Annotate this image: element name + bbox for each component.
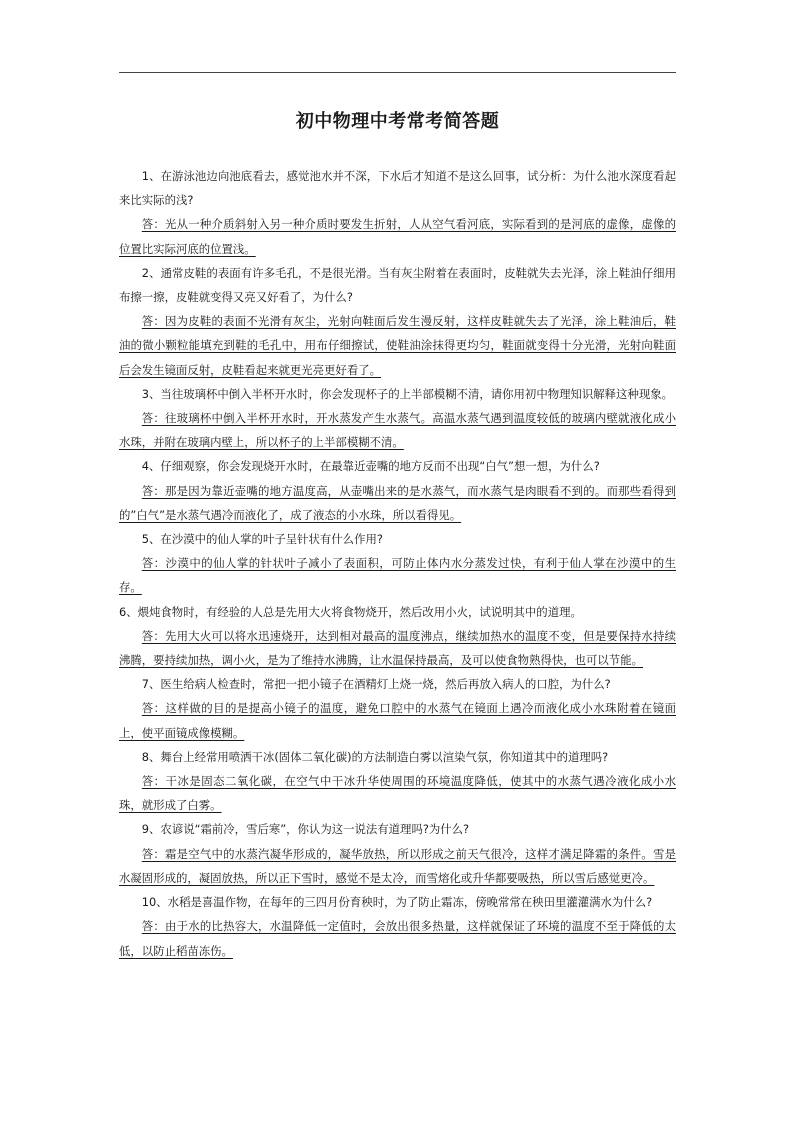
- question-9: 9、农谚说“霜前冷，雪后寒”，你认为这一说法有道理吗?为什么?: [141, 822, 470, 837]
- question-8: 8、舞台上经常用喷洒干冰(固体二氧化碳)的方法制造白雾以渲染气氛，你知道其中的道理吗?: [141, 749, 609, 764]
- answer-9: 答：霜是空气中的水蒸汽凝华形成的，凝华放热，所以形成之前天气很冷，这样才满足降霜的条件。雪是水凝固形成的，凝固放热，所以正下雪时，感觉不是太冷，而雪熔化或升华都要吸热，所以雪后感觉更冷。: [119, 846, 676, 885]
- answer-5: 答：沙漠中的仙人掌的针状叶子减小了表面积，可防止体内水分蒸发过快，有利于仙人掌在沙漠中的生存。: [119, 556, 676, 595]
- question-4: 4、仔细观察，你会发现烧开水时，在最靠近壶嘴的地方反而不出现“白气”想一想，为什么?: [141, 459, 600, 474]
- answer-1: 答：光从一种介质斜射入另一种介质时要发生折射，人从空气看河底，实际看到的是河底的虚像，虚像的位置比实际河底的位置浅。: [119, 217, 676, 256]
- answer-3: 答：往玻璃杯中倒入半杯开水时，开水蒸发产生水蒸气。高温水蒸气遇到温度较低的玻璃内壁就液化成小水珠，并附在玻璃内壁上，所以杯子的上半部模糊不清。: [119, 411, 676, 450]
- answer-7: 答：这样做的目的是提高小镜子的温度，避免口腔中的水蒸气在镜面上遇冷而液化成小水珠附着在镜面上，使平面镜成像模糊。: [119, 701, 676, 740]
- answer-6: 答：先用大火可以将水迅速烧开，达到相对最高的温度沸点，继续加热水的温度不变，但是要保持水持续沸腾，要持续加热，调小火，是为了维持水沸腾，让水温保持最高，及可以使食物熟得快，也可以节能。: [119, 628, 676, 668]
- answer-4: 答：那是因为靠近壶嘴的地方温度高，从壶嘴出来的是水蒸气，而水蒸气是肉眼看不到的。而那些看得到的”白气”是水蒸气遇冷而液化了，成了液态的小水珠，所以看得见。: [119, 483, 676, 522]
- question-6: 6、煨炖食物时，有经验的人总是先用大火将食物烧开，然后改用小火，试说明其中的道理。: [119, 604, 582, 619]
- answer-2: 答：因为皮鞋的表面不光滑有灰尘，光射向鞋面后发生漫反射，这样皮鞋就失去了光泽，涂上鞋油后，鞋油的微小颗粒能填充到鞋的毛孔中，用布仔细擦试，使鞋油涂抹得更均匀，鞋面就变得十分光滑，光射向鞋面后会发生镜面反射，皮鞋看起来就更光亮更好看了。: [119, 314, 676, 377]
- question-10: 10、水稻是喜温作物，在每年的三四月份育秧时，为了防止霜冻，傍晚常常在秧田里灌灌满水为什么?: [141, 895, 653, 910]
- answer-10: 答：由于水的比热容大，水温降低一定值时，会放出很多热量，这样就保证了环境的温度不至于降低的太低，以防止稻苗冻伤。: [119, 919, 676, 958]
- question-5: 5、在沙漠中的仙人掌的叶子呈针状有什么作用?: [141, 532, 383, 547]
- question-3: 3、当往玻璃杯中倒入半杯开水时，你会发现杯子的上半部模糊不清，请你用初中物理知识解释这种现象。: [141, 386, 674, 401]
- question-7: 7、医生给病人检查时，常把一把小镜子在酒精灯上烧一烧，然后再放入病人的口腔，为什么?: [141, 677, 611, 692]
- answer-8: 答：干冰是固态二氧化碳，在空气中干冰升华使周围的环境温度降低，使其中的水蒸气遇冷液化成小水珠，就形成了白雾。: [119, 774, 676, 813]
- page-title: 初中物理中考常考简答题: [295, 111, 500, 132]
- question-2: 2、通常皮鞋的表面有许多毛孔，不是很光滑。当有灰尘附着在表面时，皮鞋就失去光泽，涂上鞋油仔细用布擦一擦，皮鞋就变得又亮又好看了，为什么?: [119, 265, 676, 305]
- header-rule: [119, 72, 676, 73]
- question-1: 1、在游泳池边向池底看去，感觉池水并不深，下水后才知道不是这么回事，试分析：为什么池水深度看起来比实际的浅?: [119, 169, 676, 208]
- qa-list: [119, 164, 676, 963]
